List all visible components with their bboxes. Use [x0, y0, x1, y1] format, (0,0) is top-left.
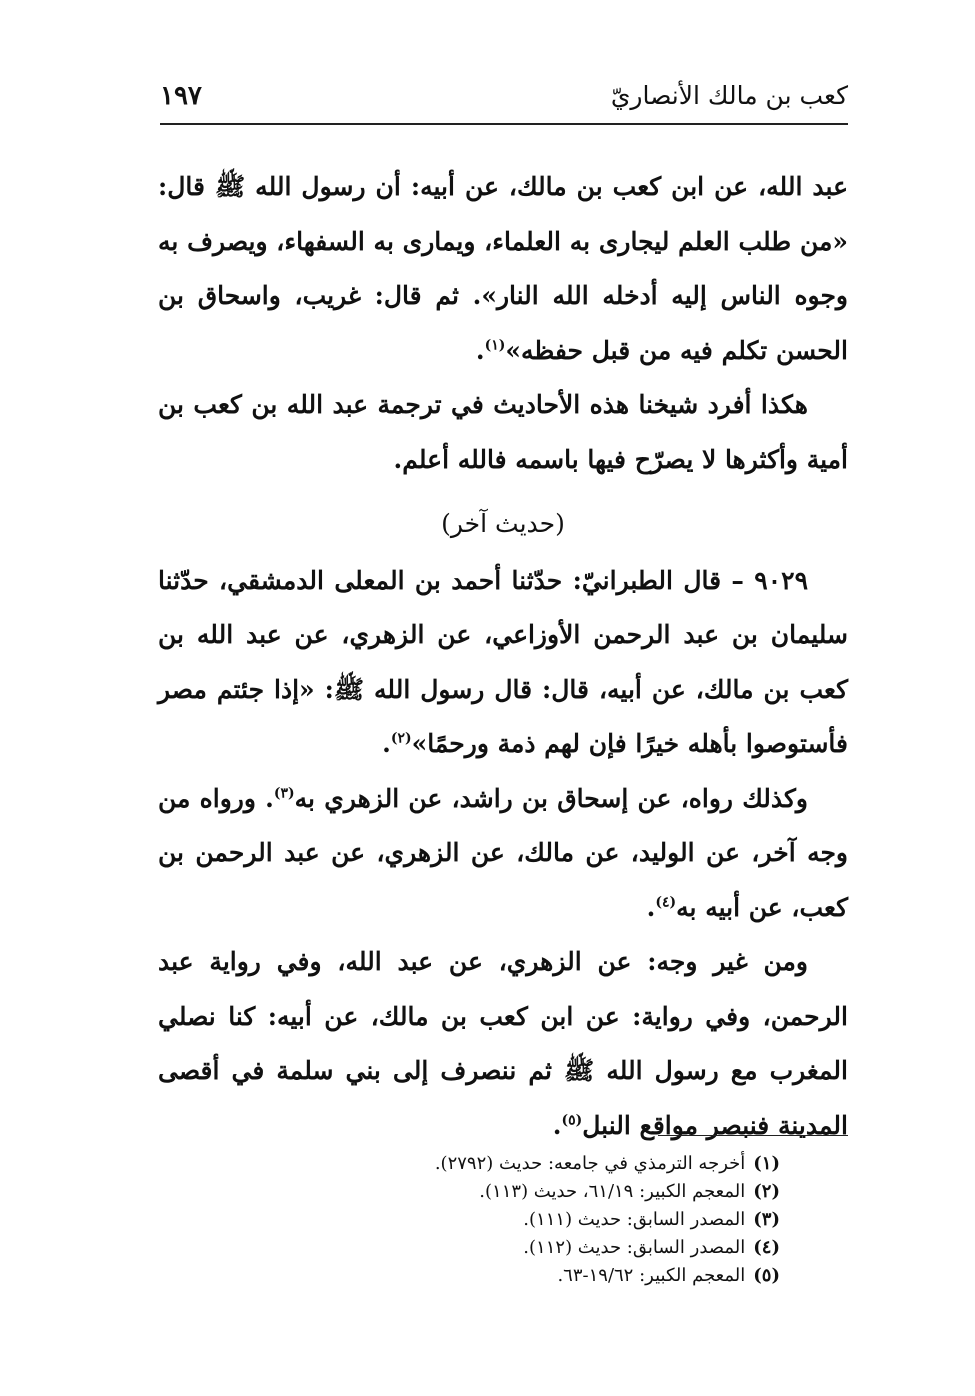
paragraph-4 — [158, 772, 848, 936]
footnote-ref-4: (٤) — [655, 894, 677, 911]
paragraph-5-end: . — [552, 1110, 562, 1140]
footnote-ref-3: (٣) — [273, 785, 295, 802]
footnote-3 — [260, 1206, 780, 1234]
paragraph-5-text: ومن غير وجه: عن الزهري، عن عبد الله، وفي رواية عبد الرحمن، وفي رواية: عن ابن كعب بن مالك، عن أبيه: كنا نصلي المغرب مع رسول الله ﷺ ثم ننصرف إلى بني سلمة في أقصى المدينة فنبصر مواقع النبل — [158, 947, 848, 1140]
footnote-number: (٢) — [753, 1181, 780, 1202]
footnote-ref-5: (٥) — [561, 1112, 583, 1129]
footnote-number: (١) — [753, 1153, 780, 1174]
footnote-number: (٥) — [753, 1265, 780, 1286]
footnote-4 — [260, 1234, 780, 1262]
page-number: ١٩٧ — [160, 81, 202, 111]
footnote-text: المعجم الكبير: ١٩/٦٢-٦٣. — [557, 1265, 746, 1286]
footnote-number: (٤) — [753, 1237, 780, 1258]
footnote-ref-2: (٢) — [390, 730, 412, 747]
hadith-number: ٩٠٢٩ — [754, 565, 808, 595]
header-divider — [160, 123, 848, 125]
footnote-ref-1: (١) — [484, 337, 506, 354]
paragraph-3 — [158, 554, 848, 772]
paragraph-3-end: . — [382, 729, 391, 758]
footnote-text: أخرجه الترمذي في جامعه: حديث (٢٧٩٢). — [434, 1153, 746, 1174]
paragraph-1-text: عبد الله، عن ابن كعب بن مالك، عن أبيه: أن رسول الله ﷺ قال: «من طلب العلم ليجارى به العلماء، ويمارى به السفهاء، ويصرف به وجوه الناس إليه أدخله الله النار». ثم قال: غريب، واسحاق بن الحسن تكلم فيه من قبل حفظه» — [158, 172, 848, 365]
paragraph-1 — [158, 160, 848, 378]
paragraph-1-end: . — [475, 335, 485, 365]
paragraph-3-text: – قال الطبرانيّ: حدّثنا أحمد بن المعلى الدمشقي، حدّثنا سليمان بن عبد الرحمن الأوزاعي، عن الزهري، عن عبد الله بن كعب بن مالك، عن أبيه، قال: قال رسول الله ﷺ: «إذا جئتم مصر فأستوصوا بأهله خيرًا فإن لهم ذمة ورحمًا» — [158, 565, 848, 758]
section-heading: (حديث آخر) — [441, 509, 565, 538]
paragraph-4-text-b: . ورواه من وجه آخر، عن الوليد، عن مالك، عن الزهري، عن عبد الرحمن بن كعب، عن أبيه به — [158, 783, 849, 922]
paragraph-2: هكذا أفرد شيخنا هذه الأحاديث في ترجمة عبد الله بن كعب بن أمية وأكثرها لا يصرّح فيها باسمه فالله أعلم. — [158, 390, 848, 474]
footnote-text: المصدر السابق: حديث (١١١). — [523, 1209, 746, 1230]
footnote-1 — [260, 1150, 780, 1178]
footnote-text: المصدر السابق: حديث (١١٢). — [523, 1237, 746, 1258]
footnote-5 — [260, 1262, 780, 1290]
footnote-text: المعجم الكبير: ٦١/١٩، حديث (١١٣). — [479, 1181, 746, 1202]
footnotes — [260, 1150, 780, 1290]
page-header — [160, 78, 848, 120]
footnote-divider — [658, 1135, 848, 1136]
footnote-2 — [260, 1178, 780, 1206]
paragraph-4-text-a: وكذلك رواه، عن إسحاق بن راشد، عن الزهري به — [294, 783, 808, 813]
main-text — [158, 160, 848, 1153]
paragraph-5 — [158, 935, 848, 1153]
footnote-number: (٣) — [753, 1209, 780, 1230]
running-title: كعب بن مالك الأنصاريّ — [610, 81, 848, 110]
paragraph-4-end: . — [646, 892, 656, 922]
